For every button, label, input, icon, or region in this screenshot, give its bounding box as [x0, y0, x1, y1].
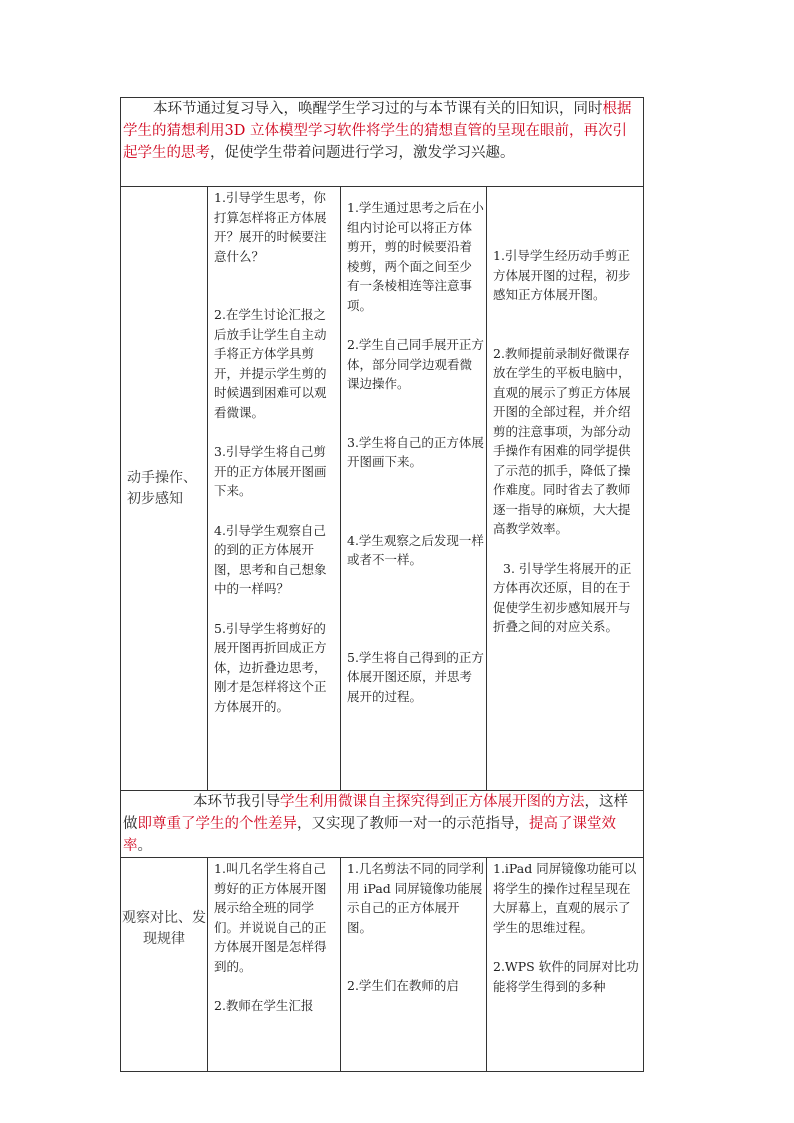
section1-intro-cell — [121, 98, 644, 187]
section1-student-5: 5.学生将自己得到的正方体展开图还原，并思考展开的过程。 — [347, 649, 484, 704]
section2-intro-highlight-3: 提高了课堂效率 — [123, 816, 616, 854]
section2-intent-cell — [487, 858, 644, 1072]
section2-intro-row — [121, 791, 644, 858]
section1-teacher-1: 1.引导学生思考，你打算怎样将正方体展开？展开的时候要注意什么？ — [214, 190, 327, 264]
section2-student-cell — [341, 858, 487, 1072]
section1-teacher-cell — [208, 187, 341, 791]
section1-teacher-5: 5.引导学生将剪好的展开图再折回成正方体，边折叠边思考，刚才是怎样将这个正方体展开的。 — [214, 620, 327, 714]
section2-intent-2: 2.WPS 软件的同屏对比功能将学生得到的多种 — [493, 959, 639, 994]
section1-body-row — [121, 187, 644, 791]
section2-intro-part2: ，这样做 — [123, 794, 628, 832]
section2-stage-label — [121, 858, 208, 1072]
section1-intent-3: 3. 引导学生将展开的正方体再次还原，目的在于促使学生初步感知展开与折叠之间的对应关系。 — [493, 560, 632, 634]
section1-intro-part3: ，促使学生带着问题进行学习，激发学习兴趣。 — [210, 145, 515, 161]
section2-intro-part1: 本环节我引导 — [193, 794, 280, 810]
lesson-plan-page — [120, 97, 643, 1072]
section2-student-2: 2.学生们在教师的启 — [347, 978, 459, 993]
section1-student-2: 2.学生自己同手展开正方体，部分同学边观看微课边操作。 — [347, 337, 484, 391]
section1-student-cell — [341, 187, 487, 791]
section2-teacher-cell — [208, 858, 341, 1072]
section2-student-1: 1.几名剪法不同的同学利用 iPad 同屏镜像功能展示自己的正方体展开图。 — [347, 861, 484, 935]
section2-intent-1: 1.iPad 同屏镜像功能可以将学生的操作过程呈现在大屏幕上，直观的展示了学生的思维过程。 — [493, 861, 637, 935]
section2-intro-cell — [121, 791, 644, 858]
section2-teacher-1: 1.叫几名学生将自己剪好的正方体展开图展示给全班的同学们。并说说自己的正方体展开图是怎样得到的。 — [214, 861, 327, 974]
section1-teacher-2: 2.在学生讨论汇报之后放手让学生自主动手将正方体学具剪开，并提示学生剪的时候遇到困难可以观看微课。 — [214, 307, 327, 420]
section1-student-3: 3.学生将自己的正方体展开图画下来。 — [347, 434, 484, 469]
section1-intro-highlight: 根据学生的猜想利用3D 立体模型学习软件将学生的猜想直管的呈现在眼前，再次引起学生的思考 — [123, 101, 632, 161]
section1-intent-1: 1.引导学生经历动手剪正方体展开图的过程，初步感知正方体展开图。 — [493, 248, 631, 302]
section1-stage-label-text: 动手操作、初步感知 — [127, 469, 197, 507]
section1-intent-cell — [487, 187, 644, 791]
section2-intro-highlight-1: 学生利用微课自主探究得到正方体展开图的方法 — [280, 794, 585, 810]
section2-intro-part3: ，又实现了教师一对一的示范指导， — [297, 816, 529, 832]
section1-teacher-3: 3.引导学生将自己剪开的正方体展开图画下来。 — [214, 444, 327, 498]
section2-body-row — [121, 858, 644, 1072]
section2-intro-highlight-2: 即尊重了学生的个性差异 — [137, 816, 297, 832]
section2-stage-label-text: 观察对比、发现规律 — [122, 910, 206, 947]
section1-intro-row — [121, 98, 644, 187]
section1-stage-label — [121, 187, 208, 791]
section2-teacher-2: 2.教师在学生汇报 — [214, 998, 314, 1013]
lesson-plan-table — [120, 97, 644, 1072]
section1-teacher-4: 4.引导学生观察自己的到的正方体展开图，思考和自己想象中的一样吗？ — [214, 522, 327, 596]
section1-intro-part1: 本环节通过复习导入，唤醒学生学习过的与本节课有关的旧知识，同时 — [153, 101, 603, 117]
section1-intent-2: 2.教师提前录制好微课存放在学生的平板电脑中，直观的展示了剪正方体展开图的全部过程，并介绍剪的注意事项，为部分动手操作有困难的同学提供了示范的抓手，降低了操作难度。同时省去了教师逐一指导的麻烦，大大提高教学效率。 — [493, 345, 631, 536]
section1-student-4: 4.学生观察之后发现一样或者不一样。 — [347, 532, 484, 567]
section2-intro-part4: 。 — [137, 838, 152, 854]
section1-student-1: 1.学生通过思考之后在小组内讨论可以将正方体剪开，剪的时候要沿着棱剪，两个面之间至少有一条棱相连等注意事项。 — [347, 200, 484, 313]
